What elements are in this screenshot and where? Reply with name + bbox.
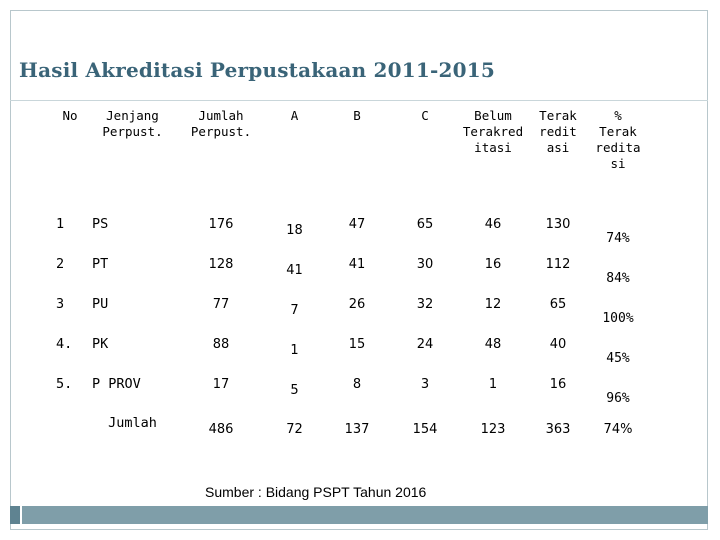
cell-jenjang: PT — [92, 256, 109, 272]
cell-jenjang: P PROV — [92, 376, 141, 392]
cell-jenjang: PK — [92, 336, 109, 352]
cell-a-value: 5 — [290, 382, 299, 398]
cell-total-jumlah: 486 — [208, 421, 234, 437]
cell-total-belum: 123 — [480, 421, 506, 437]
page-title: Hasil Akreditasi Perpustakaan 2011-2015 — [19, 58, 495, 82]
cell-persen-value: 45% — [606, 350, 630, 366]
cell-a — [267, 244, 322, 284]
cell-jenjang: PS — [92, 216, 109, 232]
footer-accent-block — [10, 506, 20, 524]
cell-c: 30 — [416, 256, 434, 272]
cell-terakreditasi: 65 — [549, 296, 567, 312]
cell-jumlah: 88 — [212, 336, 230, 352]
cell-a — [267, 284, 322, 324]
header-c: C — [421, 108, 429, 123]
cell-no: 5. — [56, 376, 73, 392]
header-a: A — [290, 108, 299, 123]
table-row — [50, 364, 648, 404]
cell-belum: 16 — [484, 256, 502, 272]
table-row — [50, 284, 648, 324]
header-b: B — [353, 108, 361, 123]
cell-a-value: 7 — [290, 302, 299, 318]
cell-total-persen: 74% — [603, 421, 633, 437]
cell-jumlah: 77 — [212, 296, 230, 312]
cell-no: 1 — [56, 216, 65, 232]
cell-b: 47 — [348, 216, 366, 232]
cell-total-c: 154 — [412, 421, 438, 437]
cell-persen — [588, 204, 648, 244]
cell-belum: 1 — [488, 376, 498, 392]
header-belum: Belum Terakred itasi — [462, 108, 524, 155]
cell-persen — [588, 284, 648, 324]
cell-a — [267, 364, 322, 404]
cell-c: 24 — [416, 336, 434, 352]
cell-persen-value: 96% — [606, 390, 630, 406]
source-note: Sumber : Bidang PSPT Tahun 2016 — [205, 484, 427, 500]
cell-a-value: 41 — [286, 262, 303, 278]
cell-no-empty — [50, 404, 90, 454]
cell-c: 65 — [416, 216, 434, 232]
title-divider — [10, 100, 708, 101]
cell-persen — [588, 244, 648, 284]
table-row — [50, 204, 648, 244]
cell-jumlah: 17 — [212, 376, 230, 392]
cell-persen — [588, 364, 648, 404]
cell-b: 8 — [352, 376, 362, 392]
header-persen: % Terak redita si — [595, 108, 641, 171]
cell-belum: 12 — [484, 296, 502, 312]
cell-jumlah: 176 — [208, 216, 234, 232]
table-total-row — [50, 404, 648, 454]
cell-no: 3 — [56, 296, 65, 312]
header-no: No — [62, 108, 78, 123]
header-terakreditasi: Terak redit asi — [539, 108, 577, 155]
cell-belum: 48 — [484, 336, 502, 352]
table-header-row — [50, 108, 648, 204]
cell-persen-value: 74% — [606, 230, 630, 246]
cell-no: 4. — [56, 336, 73, 352]
cell-c: 32 — [416, 296, 434, 312]
cell-total-terakreditasi: 363 — [545, 421, 571, 437]
cell-b: 41 — [348, 256, 366, 272]
cell-terakreditasi: 112 — [545, 256, 571, 272]
cell-jumlah: 128 — [208, 256, 234, 272]
cell-jenjang: PU — [92, 296, 109, 312]
header-jenjang: Jenjang Perpust. — [102, 108, 163, 139]
accreditation-table — [50, 108, 648, 454]
cell-persen-value: 84% — [606, 270, 630, 286]
cell-terakreditasi: 40 — [549, 336, 567, 352]
table-row — [50, 244, 648, 284]
cell-a — [267, 324, 322, 364]
cell-persen-value: 100% — [602, 310, 634, 326]
cell-b: 26 — [348, 296, 366, 312]
footer-bar — [22, 506, 708, 524]
header-jumlah: Jumlah Perpust. — [190, 108, 252, 139]
cell-a-value: 1 — [290, 342, 299, 358]
cell-total-b: 137 — [344, 421, 370, 437]
total-label: Jumlah — [108, 415, 157, 431]
cell-c: 3 — [420, 376, 430, 392]
cell-a — [267, 204, 322, 244]
cell-belum: 46 — [484, 216, 502, 232]
cell-a-value: 18 — [286, 222, 303, 238]
cell-terakreditasi: 130 — [545, 216, 571, 232]
cell-terakreditasi: 16 — [549, 376, 567, 392]
cell-total-label — [90, 404, 175, 454]
cell-persen — [588, 324, 648, 364]
cell-b: 15 — [348, 336, 366, 352]
cell-total-a: 72 — [286, 421, 303, 437]
table-row — [50, 324, 648, 364]
cell-no: 2 — [56, 256, 65, 272]
